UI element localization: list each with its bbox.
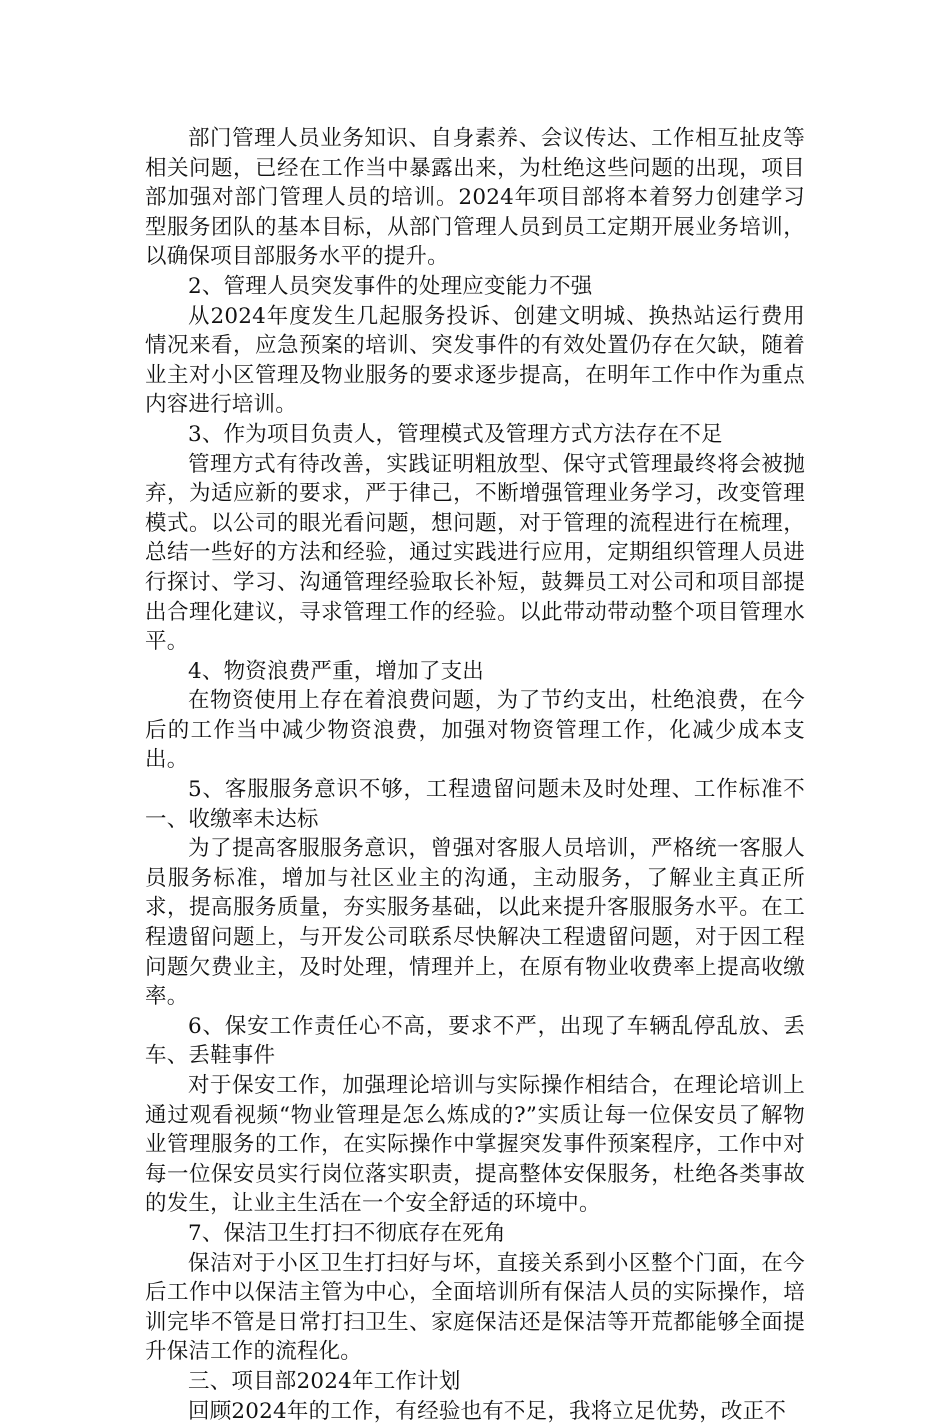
document-body — [145, 124, 805, 1426]
heading-item-2: 2、管理人员突发事件的处理应变能力不强 — [188, 273, 593, 299]
heading-item-3: 3、作为项目负责人，管理模式及管理方式方法存在不足 — [188, 421, 723, 447]
section-heading-work-plan: 三、项目部2024年工作计划 — [188, 1368, 461, 1394]
paragraph-item-4: 在物资使用上存在着浪费问题，为了节约支出，杜绝浪费，在今后的工作当中减少物资浪费，加强对物资管理工作，化减少成本支出。 — [145, 688, 805, 773]
heading-item-7: 7、保洁卫生打扫不彻底存在死角 — [188, 1220, 506, 1246]
paragraph-training-intro: 部门管理人员业务知识、自身素养、会议传达、工作相互扯皮等相关问题，已经在工作当中暴露出来，为杜绝这些问题的出现，项目部加强对部门管理人员的培训。2024年项目部将本着努力创建学习型服务团队的基本目标，从部门管理人员到员工定期开展业务培训，以确保项目部服务水平的提升。 — [145, 126, 805, 270]
paragraph-item-7: 保洁对于小区卫生打扫好与坏，直接关系到小区整个门面，在今后工作中以保洁主管为中心，全面培训所有保洁人员的实际操作，培训完毕不管是日常打扫卫生、家庭保洁还是保洁等开荒都能够全面提升保洁工作的流程化。 — [145, 1250, 805, 1365]
heading-item-4: 4、物资浪费严重，增加了支出 — [188, 658, 484, 684]
paragraph-review: 回顾2024年的工作，有经验也有不足，我将立足优势，改正不 — [188, 1398, 787, 1424]
paragraph-item-6: 对于保安工作，加强理论培训与实际操作相结合，在理论培训上通过观看视频“物业管理是怎么炼成的?”实质让每一位保安员了解物业管理服务的工作，在实际操作中掌握突发事件预案程序，工作中对每一位保安员实行岗位落实职责，提高整体安保服务，杜绝各类事故的发生，让业主生活在一个安全舒适的环境中。 — [145, 1073, 805, 1217]
heading-item-5: 5、客服服务意识不够，工程遗留问题未及时处理、工作标准不一、收缴率未达标 — [145, 777, 805, 832]
heading-item-6: 6、保安工作责任心不高，要求不严，出现了车辆乱停乱放、丢车、丢鞋事件 — [145, 1013, 805, 1069]
paragraph-item-3: 管理方式有待改善，实践证明粗放型、保守式管理最终将会被抛弃，为适应新的要求，严于律己，不断增强管理业务学习，改变管理模式。以公司的眼光看问题，想问题，对于管理的流程进行在梳理，总结一些好的方法和经验，通过实践进行应用，定期组织管理人员进行探讨、学习、沟通管理经验取长补短，鼓舞员工对公司和项目部提出合理化建议，寻求管理工作的经验。以此带动带动整个项目管理水平。 — [145, 451, 805, 655]
paragraph-item-5: 为了提高客服服务意识，曾强对客服人员培训，严格统一客服人员服务标准，增加与社区业主的沟通，主动服务，了解业主真正所求，提高服务质量，夯实服务基础，以此来提升客服服务水平。在工程遗留问题上，与开发公司联系尽快解决工程遗留问题，对于因工程问题欠费业主，及时处理，情理并上，在原有物业收费率上提高收缴率。 — [145, 836, 805, 1010]
paragraph-item-2: 从2024年度发生几起服务投诉、创建文明城、换热站运行费用情况来看，应急预案的培训、突发事件的有效处置仍存在欠缺，随着业主对小区管理及物业服务的要求逐步提高，在明年工作中作为重点内容进行培训。 — [145, 303, 805, 418]
